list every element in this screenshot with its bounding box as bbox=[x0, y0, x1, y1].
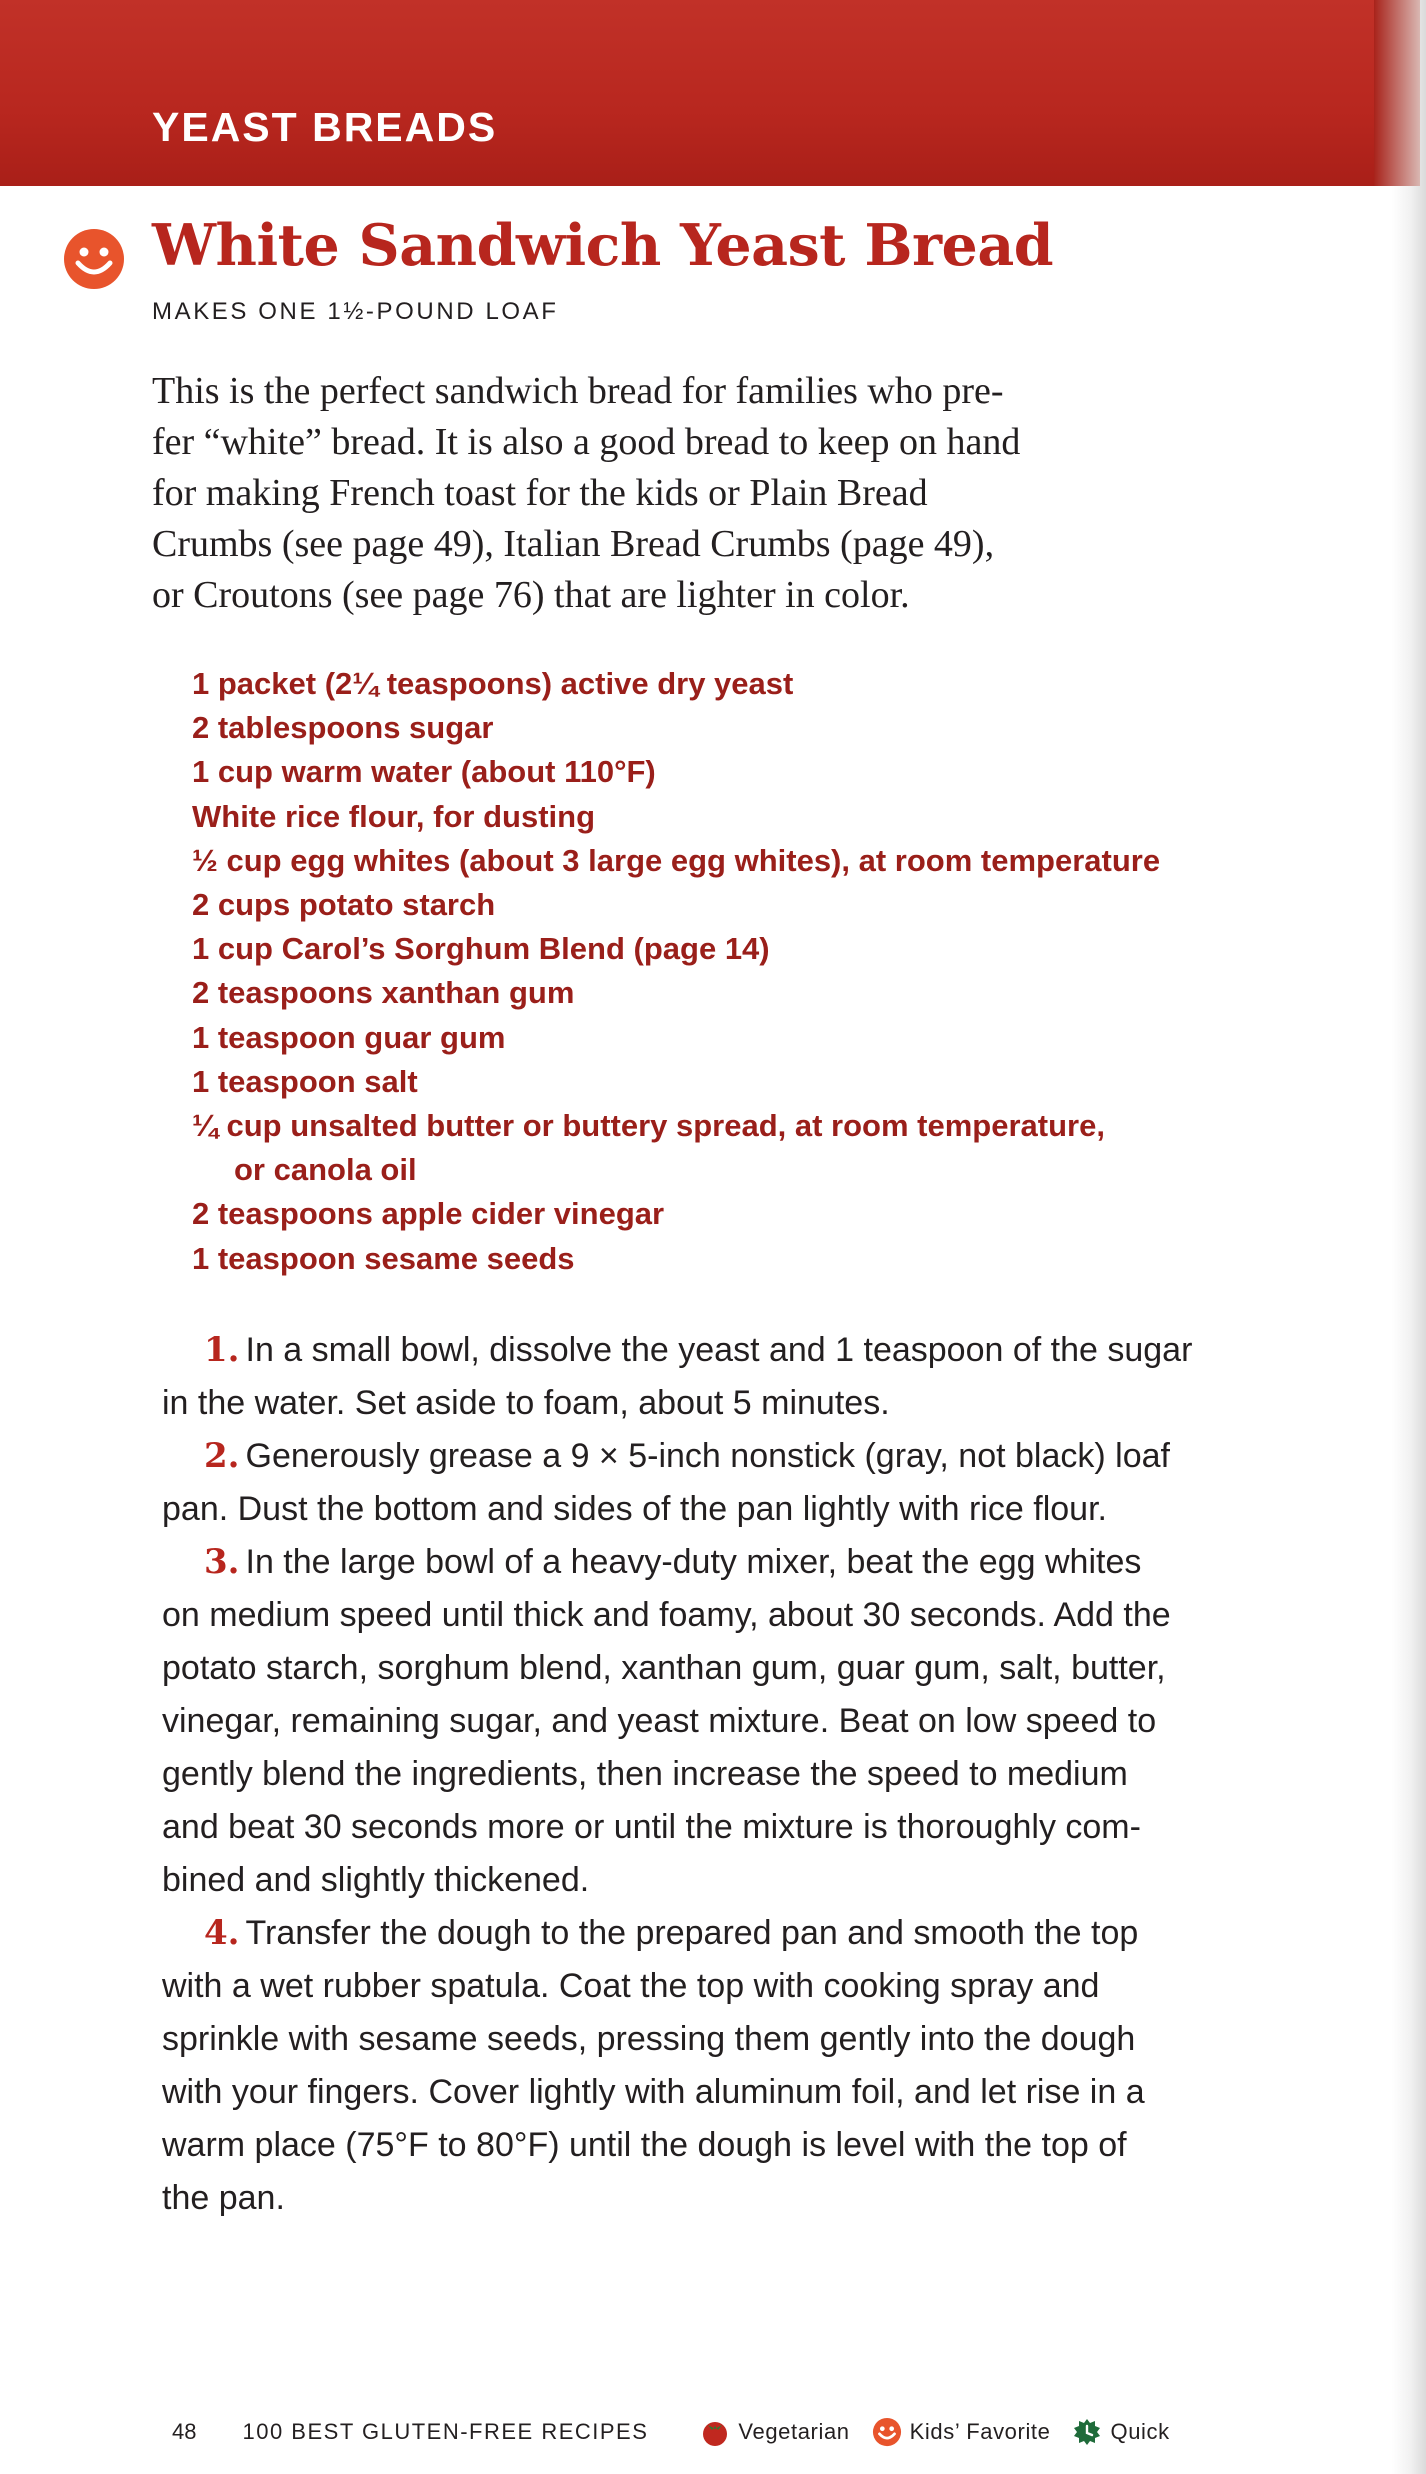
step-text: In the large bowl of a heavy-duty mixer, beat the egg whites bbox=[245, 1543, 1142, 1581]
step-line: and beat 30 seconds more or until the mixture is thoroughly com- bbox=[162, 1808, 1141, 1846]
ingredient-item: 2 cups potato starch bbox=[192, 887, 496, 923]
page-footer bbox=[172, 2416, 1192, 2448]
step-line: potato starch, sorghum blend, xanthan gum, guar gum, salt, butter, bbox=[162, 1649, 1166, 1687]
recipe-intro bbox=[152, 366, 1322, 621]
ingredient-item: 2 tablespoons sugar bbox=[192, 710, 494, 746]
step-line: bined and slightly thickened. bbox=[162, 1861, 590, 1899]
ingredient-item: 1 packet (2¼ teaspoons) active dry yeast bbox=[192, 666, 794, 701]
step-number: 1. bbox=[204, 1330, 240, 1370]
ingredient-item: ¼ cup unsalted butter or buttery spread, at room temperature, bbox=[192, 1108, 1105, 1144]
ingredient-item: 1 teaspoon guar gum bbox=[192, 1019, 506, 1055]
step-line: with your fingers. Cover lightly with aluminum foil, and let rise in a bbox=[162, 2073, 1145, 2111]
kids-favorite-smiley-icon bbox=[872, 2417, 902, 2447]
ingredient-item: ½ cup egg whites (about 3 large egg whites), at room temperature bbox=[192, 842, 1161, 878]
legend-label: Quick bbox=[1110, 2419, 1170, 2444]
step-line: vinegar, remaining sugar, and yeast mixture. Beat on low speed to bbox=[162, 1702, 1157, 1740]
step-line bbox=[162, 1430, 1342, 1483]
step-line: pan. Dust the bottom and sides of the pan lightly with rice flour. bbox=[162, 1490, 1107, 1528]
legend-vegetarian bbox=[700, 2417, 849, 2447]
page-edge bbox=[1392, 0, 1426, 2474]
step-text: Transfer the dough to the prepared pan and smooth the top bbox=[245, 1914, 1139, 1952]
page-number: 48 bbox=[172, 2419, 197, 2444]
legend-kids-favorite bbox=[872, 2417, 1051, 2447]
step-1 bbox=[162, 1324, 1342, 1430]
ingredient-item: 2 teaspoons xanthan gum bbox=[192, 975, 575, 1011]
recipe-title: White Sandwich Yeast Bread bbox=[152, 212, 1054, 279]
ingredient-item: 1 teaspoon salt bbox=[192, 1063, 418, 1099]
intro-line: or Croutons (see page 76) that are lighter in color. bbox=[152, 574, 910, 616]
method-steps bbox=[162, 1324, 1342, 2225]
ingredient-item: 1 teaspoon sesame seeds bbox=[192, 1240, 575, 1276]
kids-favorite-smiley-icon bbox=[62, 227, 126, 291]
step-2 bbox=[162, 1430, 1342, 1536]
step-3 bbox=[162, 1536, 1342, 1907]
step-text: Generously grease a 9 × 5-inch nonstick (gray, not black) loaf bbox=[245, 1437, 1170, 1475]
section-header-band bbox=[0, 0, 1400, 186]
step-line bbox=[162, 1324, 1342, 1377]
step-line: the pan. bbox=[162, 2179, 285, 2217]
quick-clock-icon bbox=[1072, 2417, 1102, 2447]
step-line: warm place (75°F to 80°F) until the dough is level with the top of bbox=[162, 2126, 1127, 2164]
step-line: gently blend the ingredients, then increase the speed to medium bbox=[162, 1755, 1128, 1793]
step-line bbox=[162, 1907, 1342, 1960]
step-number: 3. bbox=[204, 1542, 240, 1582]
intro-line: This is the perfect sandwich bread for families who pre- bbox=[152, 370, 1004, 412]
book-title: 100 BEST GLUTEN-FREE RECIPES bbox=[242, 2419, 649, 2444]
ingredient-item-continuation: or canola oil bbox=[234, 1152, 417, 1188]
legend-quick bbox=[1072, 2417, 1169, 2447]
legend-label: Kids’ Favorite bbox=[909, 2419, 1051, 2444]
step-line bbox=[162, 1536, 1342, 1589]
step-line: in the water. Set aside to foam, about 5 minutes. bbox=[162, 1384, 890, 1422]
step-line: on medium speed until thick and foamy, about 30 seconds. Add the bbox=[162, 1596, 1171, 1634]
intro-line: Crumbs (see page 49), Italian Bread Crumbs (page 49), bbox=[152, 523, 995, 565]
intro-line: fer “white” bread. It is also a good bread to keep on hand bbox=[152, 421, 1021, 463]
step-number: 4. bbox=[204, 1913, 240, 1953]
section-title: YEAST BREADS bbox=[152, 104, 498, 150]
step-number: 2. bbox=[204, 1436, 240, 1476]
ingredient-item: 2 teaspoons apple cider vinegar bbox=[192, 1196, 665, 1232]
ingredient-item: 1 cup warm water (about 110°F) bbox=[192, 754, 656, 790]
legend-label: Vegetarian bbox=[738, 2419, 850, 2444]
ingredient-item: White rice flour, for dusting bbox=[192, 798, 595, 834]
ingredient-item: 1 cup Carol’s Sorghum Blend (page 14) bbox=[192, 931, 770, 967]
recipe-yield: MAKES ONE 1½-POUND LOAF bbox=[152, 298, 559, 325]
step-4 bbox=[162, 1907, 1342, 2225]
ingredient-list bbox=[192, 662, 1160, 1281]
intro-line: for making French toast for the kids or Plain Bread bbox=[152, 472, 928, 514]
vegetarian-tomato-icon bbox=[700, 2417, 730, 2447]
step-text: In a small bowl, dissolve the yeast and 1 teaspoon of the sugar bbox=[245, 1331, 1193, 1369]
step-line: sprinkle with sesame seeds, pressing them gently into the dough bbox=[162, 2020, 1136, 2058]
step-line: with a wet rubber spatula. Coat the top with cooking spray and bbox=[162, 1967, 1100, 2005]
